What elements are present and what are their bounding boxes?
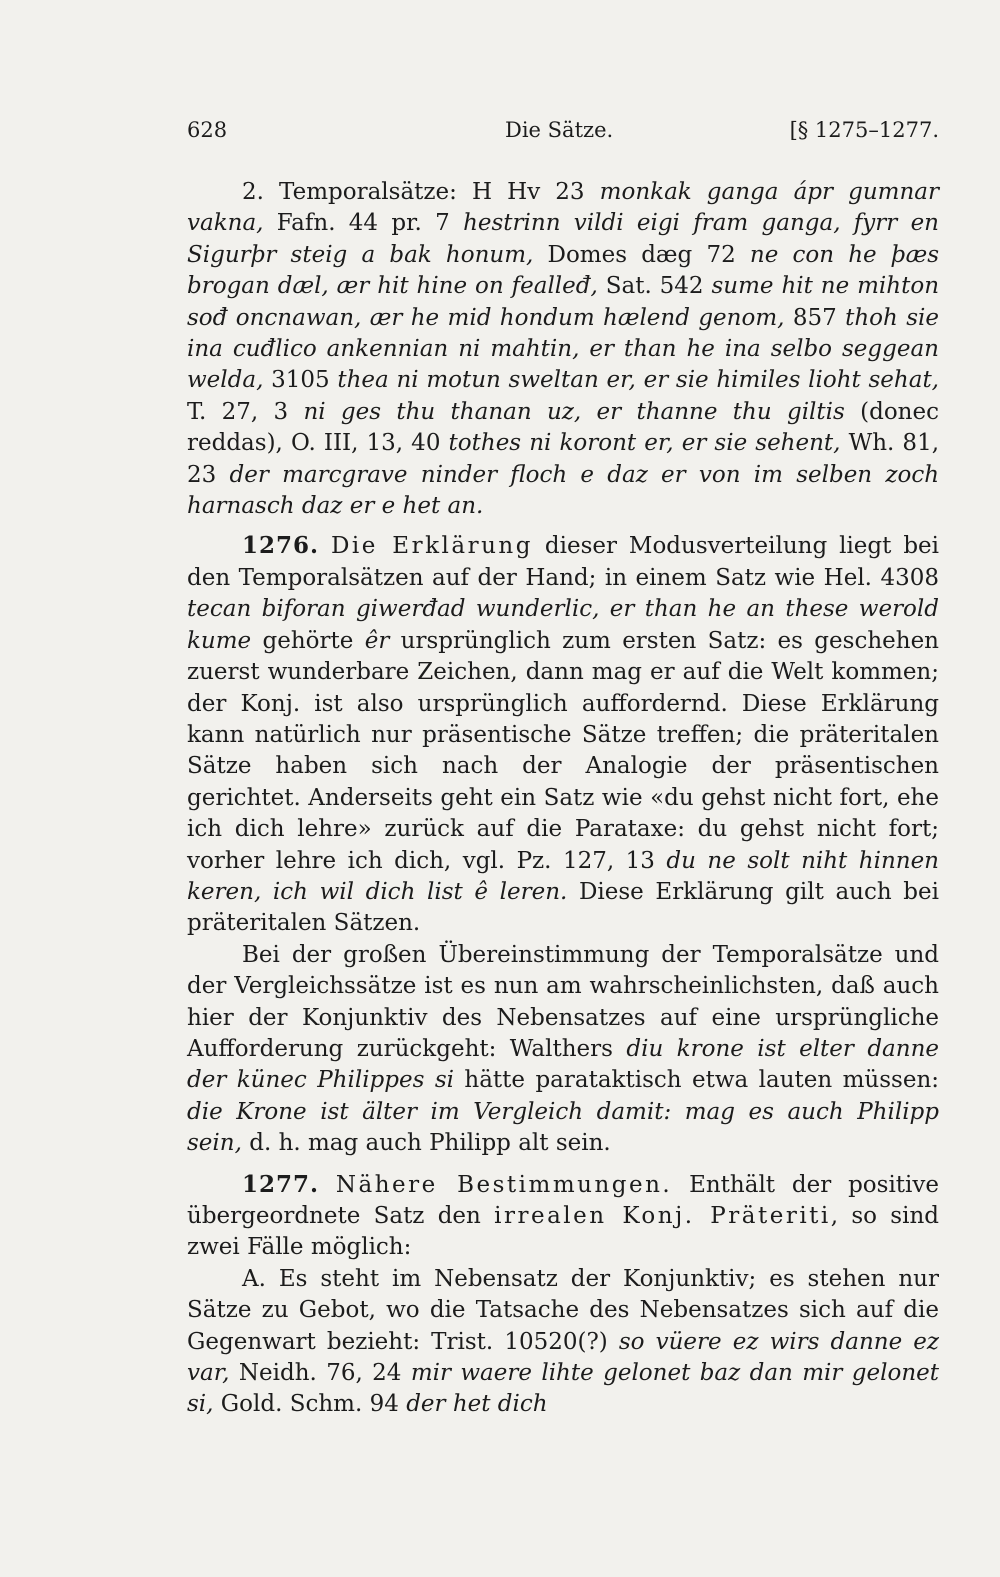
running-title: Die Sätze. — [505, 118, 614, 142]
citation-italic: thea ni motun sweltan er, er sie himiles lioht sehat, — [337, 367, 939, 394]
citation-italic: monkak ganga ápr gumnar vakna, — [187, 179, 939, 237]
citation-italic: der het dich — [406, 1391, 548, 1418]
section-range: [§ 1275–1277. — [789, 118, 939, 142]
section-1277 — [187, 1169, 939, 1264]
text-run: , so sind zwei Fälle möglich: — [187, 1203, 939, 1261]
text-run: 2. Temporalsätze: H Hv 23 — [242, 179, 600, 205]
paragraph-vergleichssaetze — [187, 940, 939, 1160]
text-run: Bei der großen Übereinstimmung der Temporalsätze und der Vergleichssätze ist es nun am wahrscheinlichsten, daß auch hier der Konjunktiv des Nebensatzes auf eine ursprüngliche Aufforderung zurückgeht: Walthers — [187, 941, 939, 1062]
citation-italic: sume hit ne mihton sođ oncnawan, ær he mid hondum hælend genom, — [187, 273, 940, 331]
running-header — [187, 118, 939, 154]
citation-italic: êr — [364, 627, 390, 654]
page-body — [187, 177, 939, 1421]
page-number: 628 — [187, 118, 228, 142]
text-run: Fafn. 44 pr. 7 — [263, 210, 464, 237]
text-run: ursprünglich zum ersten Satz: es geschehen zuerst wunderbare Zeichen, dann mag er auf die Welt kommen; der Konj. ist also ursprünglich auffordernd. Diese Erklärung kann natürlich nur präsentische Sätze treffen; die präteritalen Sätze haben sich nach der Analogie der präsentischen gerichtet. Anderseits geht ein Satz wie «du gehst nicht fort, ehe ich dich lehre» zurück auf die Parataxe: du gehst nicht fort; vorher lehre ich dich, vgl. Pz. 127, 13 — [187, 627, 939, 874]
citation-italic: die Krone ist älter im Vergleich damit: mag es auch Philipp sein, — [187, 1098, 939, 1157]
citation-italic: tothes ni koront er, er sie sehent, — [448, 430, 841, 457]
text-run: Enthält der positive übergeordnete Satz den — [187, 1171, 940, 1229]
text-run: Gold. Schm. 94 — [213, 1391, 407, 1418]
section-1276 — [187, 530, 939, 939]
spaced-heading: Nähere Bestimmungen. — [335, 1171, 673, 1198]
text-run: Diese Erklärung gilt auch bei präteritalen Sätzen. — [187, 878, 939, 937]
text-run: hätte parataktisch etwa lauten müssen: — [454, 1067, 940, 1094]
text-run: dieser Modusverteilung liegt bei den Temporalsätzen auf der Hand; in einem Satz wie Hel. 4308 — [187, 533, 940, 591]
citation-italic: du ne solt niht hinnen keren, ich wil dich list ê leren. — [187, 847, 939, 905]
paragraph-case-a — [187, 1264, 939, 1421]
citation-italic: hestrinn vildi eigi fram ganga, fyrr en Sigurþr steig a bak honum, — [187, 210, 939, 268]
text-run: Sat. 542 — [597, 273, 712, 300]
citation-italic: mir waere lihte gelonet baz dan mir gelonet si, — [187, 1360, 939, 1418]
section-number: 1277. — [242, 1170, 320, 1198]
citation-italic: ne con he þæs brogan dæl, ær hit hine on fealleđ, — [187, 241, 939, 300]
paragraph-temporalsaetze — [187, 177, 939, 522]
text-run: (donec reddas), O. III, 13, 40 — [187, 398, 939, 457]
citation-italic: thoh sie ina cuđlico ankennian ni mahtin, er than he ina selbo seggean welda, — [187, 304, 939, 394]
citation-italic: so vüere ez wirs danne ez var, — [187, 1328, 939, 1387]
text-run: 857 — [784, 304, 846, 331]
spaced-heading: Die Erklärung — [330, 533, 533, 560]
text-run: T. 27, 3 — [187, 398, 304, 425]
text-run: 3105 — [263, 367, 338, 394]
citation-italic: ni ges thu thanan uz, er thanne thu giltis — [303, 398, 845, 425]
text-run: Wh. 81, 23 — [187, 430, 940, 488]
text-run: Neidh. 76, 24 — [229, 1360, 411, 1387]
text-run: d. h. mag auch Philipp alt sein. — [241, 1130, 611, 1157]
text-run: Domes dæg 72 — [533, 241, 750, 268]
citation-italic: der marcgrave ninder floch e daz er von im selben zoch harnasch daz er e het an. — [187, 461, 940, 520]
text-run: gehörte — [251, 627, 365, 654]
text-run: A. Es steht im Nebensatz der Konjunktiv; es stehen nur Sätze zu Gebot, wo die Tatsache des Nebensatzes sich auf die Gegenwart bezieht: Trist. 10520(?) — [187, 1265, 939, 1355]
citation-italic: tecan biforan giwerđad wunderlic, er than he an these werold kume — [187, 596, 939, 654]
citation-italic: diu krone ist elter danne der künec Philippes si — [187, 1035, 939, 1094]
spaced-term: irrealen Konj. Präteriti — [494, 1203, 831, 1229]
section-number: 1276. — [242, 532, 320, 560]
